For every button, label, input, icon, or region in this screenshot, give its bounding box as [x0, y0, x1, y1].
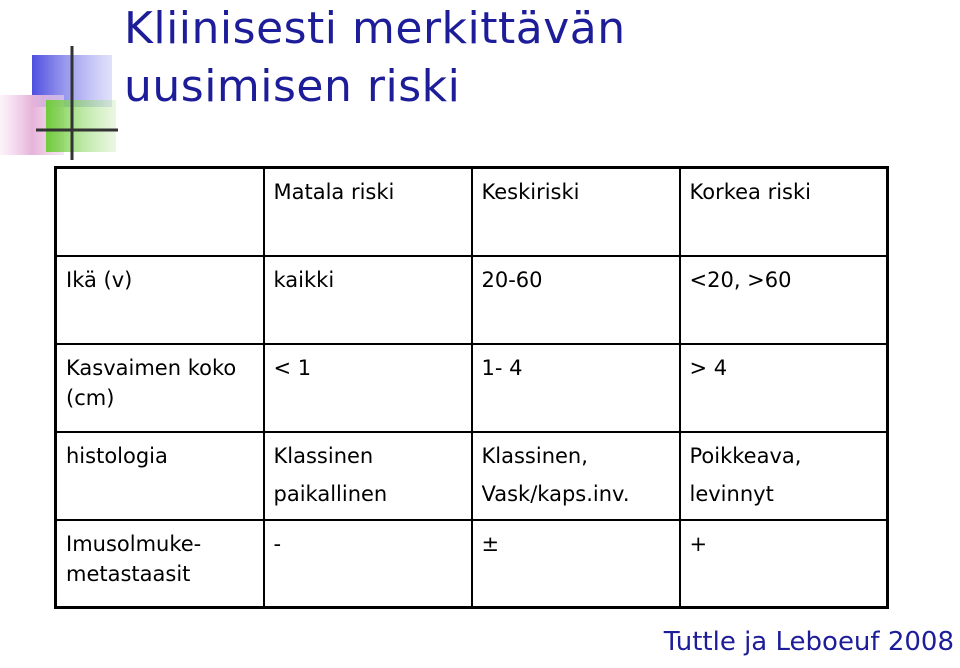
cell-mid: Klassinen, Vask/kaps.inv.	[472, 432, 680, 520]
cell-high: > 4	[680, 344, 888, 432]
header-mid-risk: Keskiriski	[472, 168, 680, 256]
page-title	[124, 0, 626, 116]
row-label-tumor-size: Kasvaimen koko (cm)	[56, 344, 264, 432]
cell-mid: 20-60	[472, 256, 680, 344]
cell-high: <20, >60	[680, 256, 888, 344]
row-label-lymph-node-metastases: Imusolmuke-metastaasit	[56, 520, 264, 608]
header-high-risk: Korkea riski	[680, 168, 888, 256]
title-line-2: uusimisen riski	[124, 61, 461, 112]
header-empty-cell	[56, 168, 264, 256]
row-label-age: Ikä (v)	[56, 256, 264, 344]
cell-mid: ±	[472, 520, 680, 608]
table-row	[56, 520, 888, 608]
cell-high: Poikkeava, levinnyt	[680, 432, 888, 520]
table-row	[56, 432, 888, 520]
cell-mid: 1- 4	[472, 344, 680, 432]
table-header-row	[56, 168, 888, 256]
decorative-squares-icon	[0, 0, 130, 170]
table-row	[56, 256, 888, 344]
table-row	[56, 344, 888, 432]
row-label-histology: histologia	[56, 432, 264, 520]
cell-low: < 1	[264, 344, 472, 432]
cell-low: -	[264, 520, 472, 608]
cell-low: Klassinen paikallinen	[264, 432, 472, 520]
risk-table	[54, 166, 889, 609]
cell-high: +	[680, 520, 888, 608]
header-low-risk: Matala riski	[264, 168, 472, 256]
citation: Tuttle ja Leboeuf 2008	[663, 627, 954, 657]
title-line-1: Kliinisesti merkittävän	[124, 3, 626, 54]
cell-low: kaikki	[264, 256, 472, 344]
